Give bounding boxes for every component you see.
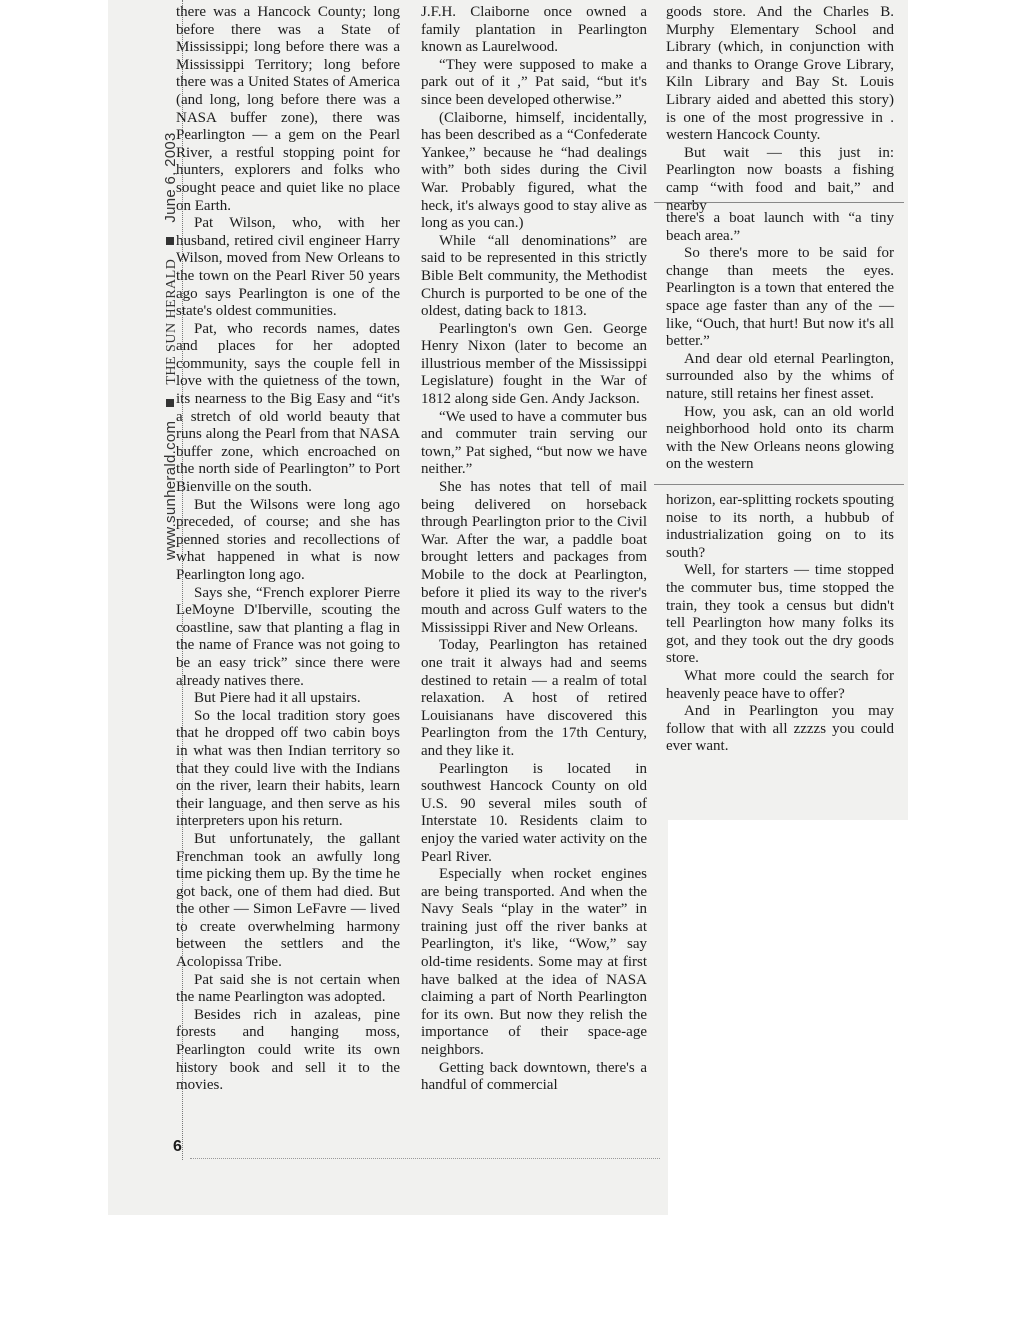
paragraph: there was a Hancock County; long before there was a State of Mississippi; long before there was a Mississippi Territory; long before there was a United States of America (and long, long before there was a NASA buffer zone), there was Pearlington — a gem on the Pearl River, a restful stopping point for hunters, explorers and folks who sought peace and quiet like no place on Earth.: [176, 4, 400, 214]
masthead-band: [162, 132, 179, 560]
article-column-3-bottom: [666, 492, 894, 756]
masthead-date: June 6, 2003: [162, 132, 179, 223]
paragraph: And dear old eternal Pearlington, surrounded also by the whims of nature, still retains her finest asset.: [666, 350, 894, 402]
paragraph: there's a boat launch with “a tiny beach area.”: [666, 210, 894, 244]
paragraph: But unfortunately, the gallant Frenchman took an awfully long time picking them up. By the time he got back, one of them had died. But the other — Simon LeFavre — lived to create overwhelming harmony between the settlers and the Acolopissa Tribe.: [176, 830, 400, 971]
paragraph: What more could the search for heavenly peace have to offer?: [666, 667, 894, 702]
paragraph: Besides rich in azaleas, pine forests and hanging moss, Pearlington could write its own history book and sell it to the movies.: [176, 1006, 400, 1094]
bottom-rule: [190, 1158, 660, 1159]
paragraph: Well, for starters — time stopped the commuter bus, time stopped the train, they took a census but didn't tell Pearlington how many folks its got, and they took out the dry goods store.: [666, 562, 894, 667]
section-divider: [654, 202, 904, 203]
paragraph: But the Wilsons were long ago preceded, of course; and she has penned stories and recollections of what happened in what is now Pearlington long ago.: [176, 496, 400, 583]
section-divider: [654, 484, 904, 485]
paragraph: Pearlington's own Gen. George Henry Nixon (later to become an illustrious member of the Mississippi Legislature) fought in the War of 1812 along side Gen. Andy Jackson.: [421, 320, 647, 408]
separator-square: [166, 399, 174, 407]
separator-square: [166, 237, 174, 245]
paragraph: But Piere had it all upstairs.: [194, 690, 361, 707]
paragraph: horizon, ear-splitting rockets spouting noise to its north, a hubbub of industrialization going on to its south?: [666, 492, 894, 561]
paragraph: goods store. And the Charles B. Murphy Elementary School and Library (which, in conjunction with and thanks to Orange Grove Library, Kiln Library and Bay St. Louis Library aided and abetted this story) is one of the most progressive in . western Hancock County.: [666, 4, 894, 144]
article-column-3-top: [666, 4, 894, 215]
masthead-site: www.sunherald.com: [162, 420, 179, 560]
paragraph: Pat said she is not certain when the name Pearlington was adopted.: [176, 971, 400, 1006]
paragraph: So the local tradition story goes that he dropped off two cabin boys in what was then Indian territory so that they could live with the Indians on the river, learn their habits, learn their language, and then serve as his interpreters upon his return.: [176, 707, 400, 830]
paragraph: Today, Pearlington has retained one trait it always had and seems destined to retain — a realm of total relaxation. A host of retired Louisianans have discovered this Pearlington from the 17th Century, and they like it.: [421, 637, 647, 759]
paragraph: How, you ask, can an old world neighborhood hold onto its charm with the New Orleans neons glowing on the western: [666, 403, 894, 473]
paragraph: Pat Wilson, who, with her husband, retired civil engineer Harry Wilson, moved from New Orleans to the town on the Pearl River 50 years ago says Pearlington is one of the state's oldest communities.: [176, 215, 400, 320]
paragraph: J.F.H. Claiborne once owned a family plantation in Pearlington known as Laurelwood.: [421, 4, 647, 56]
paragraph: Especially when rocket engines are being transported. And when the Navy Seals “play in the water” in training just off the river banks at Pearlington, it's like, “Wow,” say old-time residents. Some may at first have balked at the idea of NASA claiming a part of North Pearlington for its own. But now they relish the importance of their space-age neighbors.: [421, 866, 647, 1059]
paragraph: She has notes that tell of mail being delivered on horseback through Pearlington prior to the Civil War. After the war, a paddle boat brought letters and packages from Mobile to the dock at Pearlington, before it plied its way to the river's mouth and across Gulf waters to the Mississippi River and New Orleans.: [421, 479, 647, 636]
paragraph: So there's more to be said for change than meets the eyes. Pearlington is a town that entered the space age faster than any of the — like, “Ouch, that hurt! But now it's all better.”: [666, 245, 894, 350]
paragraph: While “all denominations” are said to be represented in this strictly Bible Belt community, the Methodist Church is purported to be one of the oldest, dating back to 1813.: [421, 232, 647, 320]
article-column-2: [421, 4, 647, 1095]
paragraph: Pearlington is located in southwest Hancock County on old U.S. 90 several miles south of Interstate 10. Residents claim to enjoy the varied water activity on the Pearl River.: [421, 760, 647, 865]
paragraph: Pat, who records names, dates and places for her adopted community, says the couple fell in love with the quietness of the town, its nearness to the Big Easy and “it's a stretch of old world beauty that runs along the Pearl from that NASA buffer zone, which encroached on the north side of Pearlington” to Port Bienville on the south.: [176, 320, 400, 496]
article-column-3-middle: [666, 210, 894, 474]
paragraph: Getting back downtown, there's a handful of commercial: [421, 1059, 647, 1094]
paragraph: But wait — this just in: Pearlington now boasts a fishing camp “with food and bait,” and nearby: [666, 144, 894, 214]
paragraph: Says she, “French explorer Pierre LeMoyne D'Iberville, scouting the coastline, saw that planting a flag in the name of France was not going to be an easy trick” since there were already natives there.: [176, 584, 400, 689]
page-number: 6: [173, 1138, 182, 1155]
article-column-1: [176, 4, 400, 1095]
masthead-paper: THE SUN HERALD: [164, 258, 179, 385]
paragraph: “They were supposed to make a park out of it ,” Pat said, “but it's since been developed otherwise.”: [421, 56, 647, 108]
paragraph: (Claiborne, himself, incidentally, has been described as a “Confederate Yankee,” because he “had dealings with” both sides during the Civil War. Probably figured, what the heck, it's always good to stay alive as long as you can.): [421, 109, 647, 232]
paragraph: And in Pearlington you may follow that with all zzzzs you could ever want.: [666, 703, 894, 755]
paragraph: “We used to have a commuter bus and commuter train serving our town,” Pat sighed, “but now we have neither.”: [421, 408, 647, 478]
